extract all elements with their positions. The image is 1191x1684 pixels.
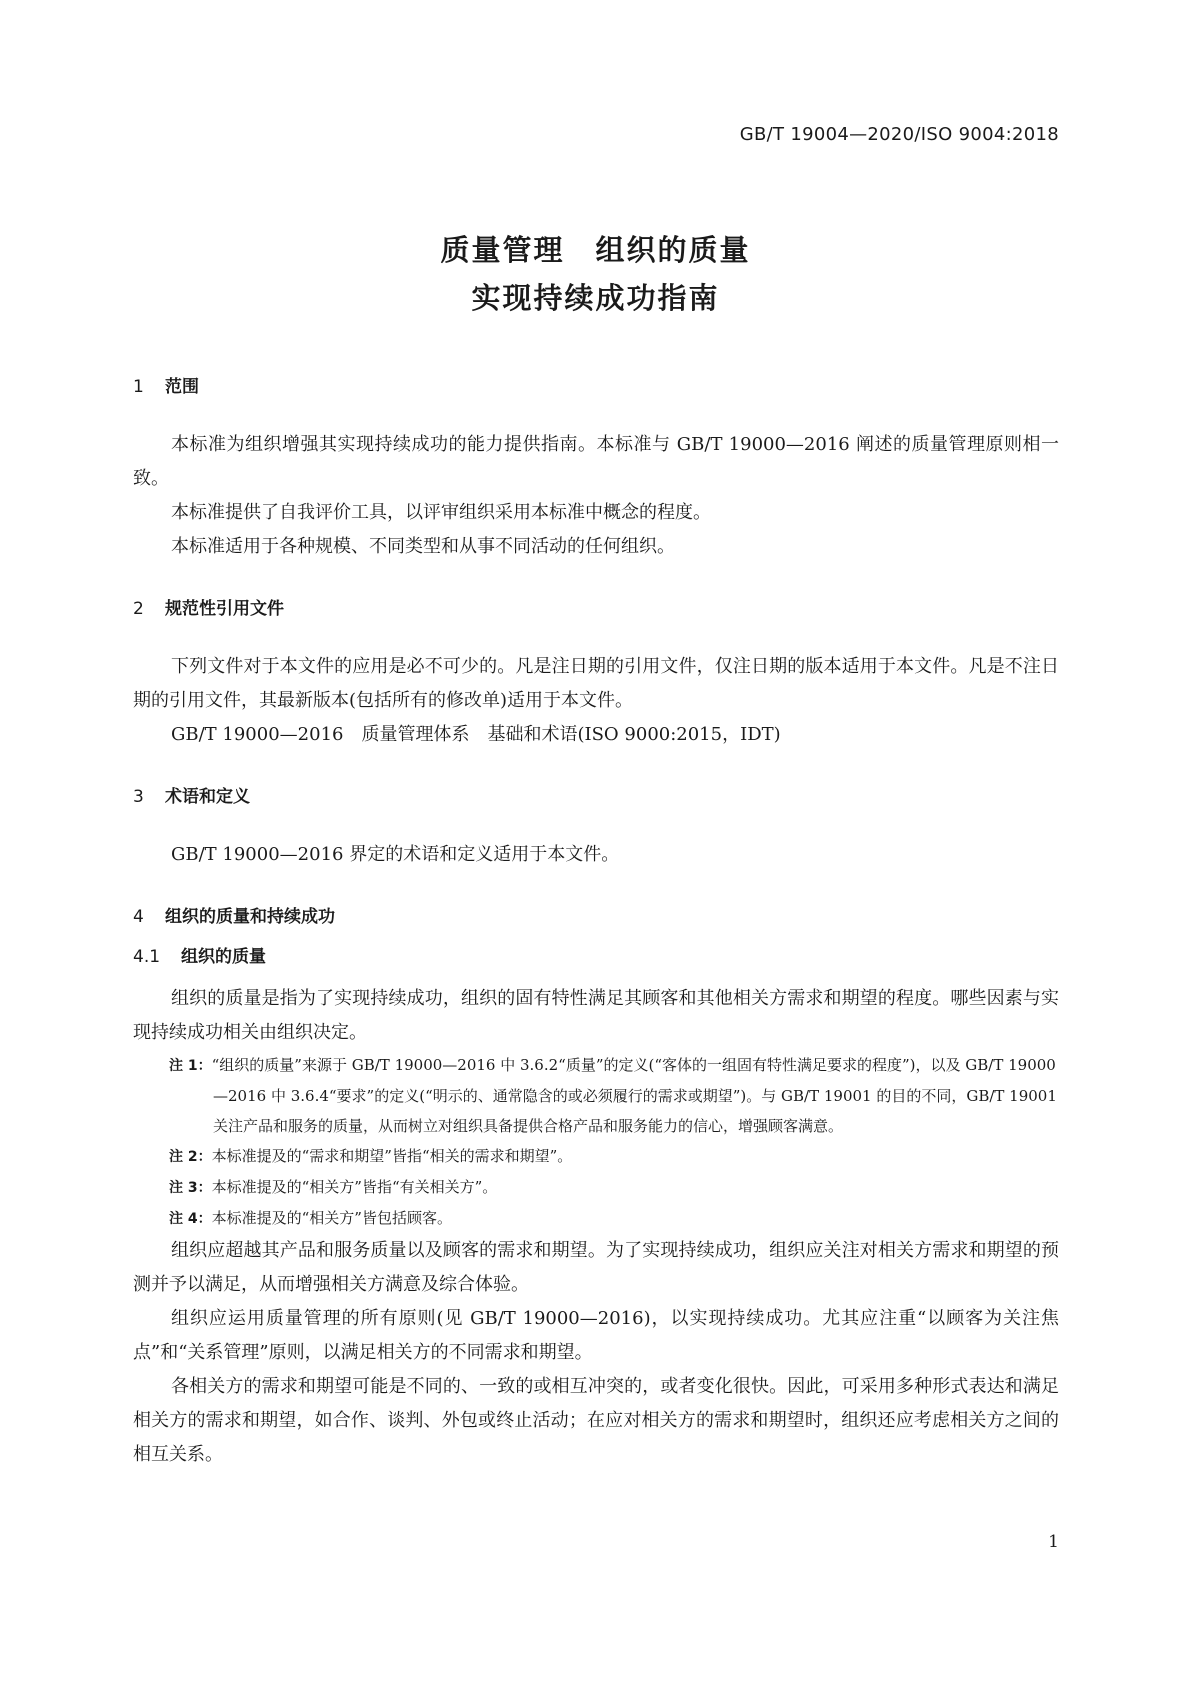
note-text: 本标准提及的“需求和期望”皆指“相关的需求和期望”。 <box>211 1147 573 1165</box>
note-label: 注 3： <box>169 1180 212 1196</box>
paragraph: 各相关方的需求和期望可能是不同的、一致的或相互冲突的，或者变化很快。因此，可采用多种形式表达和满足相关方的需求和期望，如合作、谈判、外包或终止活动；在应对相关方的需求和期望时，组织还应考虑相关方之间的相互关系。 <box>133 1376 1059 1465</box>
paragraph: 组织应超越其产品和服务质量以及顾客的需求和期望。为了实现持续成功，组织应关注对相关方需求和期望的预测并予以满足，从而增强相关方满意及综合体验。 <box>133 1240 1059 1295</box>
section-2-heading <box>133 594 1059 624</box>
section-title: 规范性引用文件 <box>165 599 284 619</box>
paragraph: GB/T 19000—2016 界定的术语和定义适用于本文件。 <box>171 844 620 865</box>
note-label: 注 4： <box>169 1211 212 1227</box>
document-title <box>0 226 1191 322</box>
section-1-heading <box>133 372 1059 402</box>
section-3-heading <box>133 782 1059 812</box>
section-4-heading <box>133 902 1059 932</box>
section-number: 3 <box>133 787 144 807</box>
note-1 <box>133 1050 1059 1141</box>
title-line-1: 质量管理 组织的质量 <box>440 233 751 267</box>
section-title: 术语和定义 <box>165 787 250 807</box>
note-text: “组织的质量”来源于 GB/T 19000—2016 中 3.6.2“质量”的定义(“客体的一组固有特性满足要求的程度”)，以及 GB/T 19000—2016 中 3.6.4“要求”的定义(“明示的、通常隐含的或必须履行的需求或期望”)。与 GB/T 19001 的目的不同，GB/T 19001 关注产品和服务的质量，从而树立对组织具备提供合格产品和服务能力的信心，增强顾客满意。 <box>211 1056 1057 1135</box>
reference-entry: GB/T 19000—2016 质量管理体系 基础和术语(ISO 9000:2015，IDT) <box>171 724 781 745</box>
note-label: 注 1： <box>169 1058 212 1074</box>
note-text: 本标准提及的“相关方”皆包括顾客。 <box>211 1209 452 1227</box>
paragraph: 下列文件对于本文件的应用是必不可少的。凡是注日期的引用文件，仅注日期的版本适用于本文件。凡是不注日期的引用文件，其最新版本(包括所有的修改单)适用于本文件。 <box>133 656 1059 711</box>
section-title: 范围 <box>165 377 199 397</box>
subsection-4-1-heading <box>133 942 1059 972</box>
standard-code: GB/T 19004—2020/ISO 9004:2018 <box>739 124 1059 145</box>
subsection-number: 4.1 <box>133 947 161 967</box>
section-number: 1 <box>133 377 144 397</box>
section-number: 2 <box>133 599 144 619</box>
page-number: 1 <box>1048 1532 1059 1552</box>
paragraph: 组织的质量是指为了实现持续成功，组织的固有特性满足其顾客和其他相关方需求和期望的程度。哪些因素与实现持续成功相关由组织决定。 <box>133 988 1059 1043</box>
note-text: 本标准提及的“相关方”皆指“有关相关方”。 <box>211 1178 498 1196</box>
note-4 <box>133 1203 1059 1234</box>
note-2 <box>133 1141 1059 1172</box>
paragraph: 本标准提供了自我评价工具，以评审组织采用本标准中概念的程度。 <box>171 502 711 523</box>
paragraph: 本标准为组织增强其实现持续成功的能力提供指南。本标准与 GB/T 19000—2016 阐述的质量管理原则相一致。 <box>133 434 1059 489</box>
section-title: 组织的质量和持续成功 <box>165 907 335 927</box>
paragraph: 组织应运用质量管理的所有原则(见 GB/T 19000—2016)，以实现持续成功。尤其应注重“以顾客为关注焦点”和“关系管理”原则，以满足相关方的不同需求和期望。 <box>133 1308 1059 1363</box>
note-label: 注 2： <box>169 1149 212 1165</box>
document-body <box>133 372 1059 1472</box>
section-number: 4 <box>133 907 144 927</box>
paragraph: 本标准适用于各种规模、不同类型和从事不同活动的任何组织。 <box>171 536 675 557</box>
note-3 <box>133 1172 1059 1203</box>
title-line-2: 实现持续成功指南 <box>471 281 720 315</box>
subsection-title: 组织的质量 <box>181 947 266 967</box>
